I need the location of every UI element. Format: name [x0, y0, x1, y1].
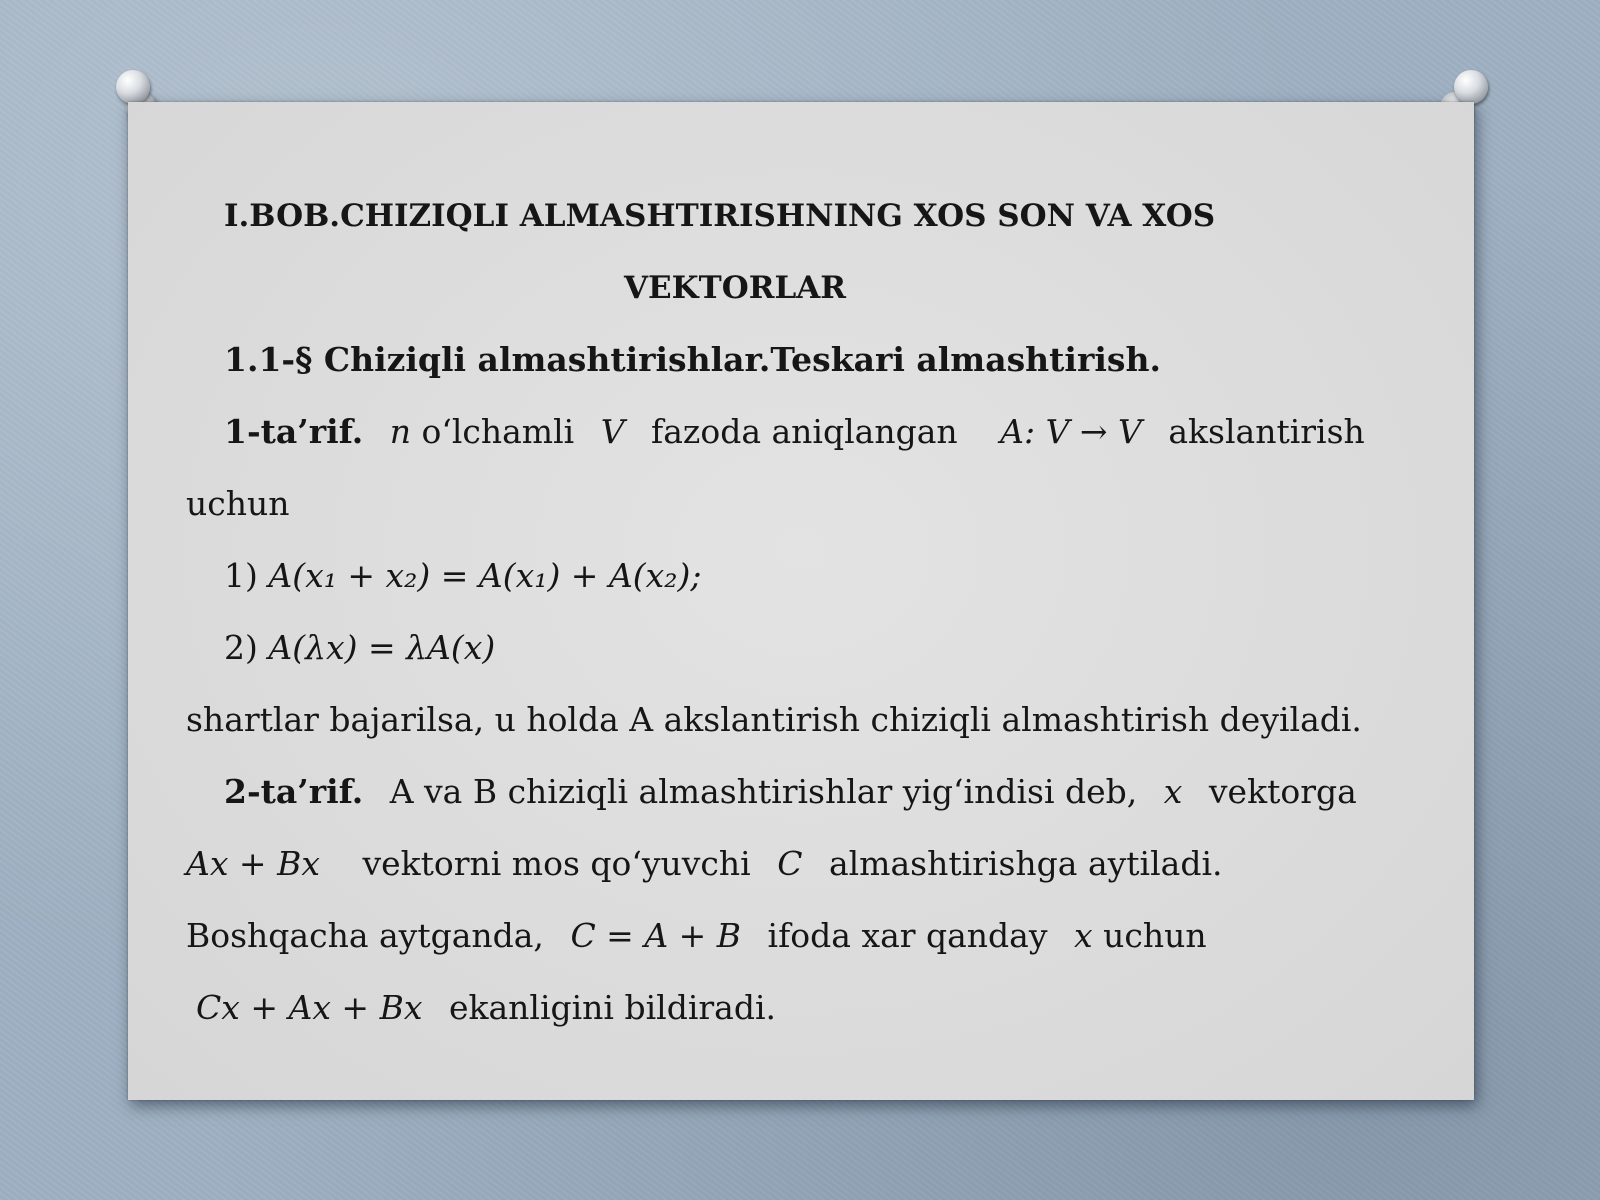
condition-2-number: 2) — [224, 628, 258, 667]
definition-2-text-expression: ifoda xar qanday — [767, 916, 1048, 955]
definition-2-c: C — [777, 844, 803, 883]
definition-2-text-sum: A va B chiziqli almashtirishlar yig‘indisi deb, — [389, 772, 1138, 811]
definition-1-v: V — [600, 412, 625, 451]
definition-2-text-vector: vektorga — [1208, 772, 1357, 811]
definition-2-x2: x — [1074, 916, 1093, 955]
definition-1-text-space: fazoda aniqlangan — [651, 412, 958, 451]
definition-2-label: 2-ta’rif. — [224, 772, 364, 811]
definition-2-text-for: uchun — [1103, 916, 1207, 955]
condition-1-number: 1) — [224, 556, 258, 595]
definition-2-formula-sum: Ax + Bx — [186, 844, 320, 883]
definition-2-formula-cx: Cx + Ax + Bx — [196, 988, 423, 1027]
conclusion-line: shartlar bajarilsa, u holda A akslantirish chiziqli almashtirish deyiladi. — [186, 700, 1362, 739]
definition-2-text-otherwise: Boshqacha aytganda, — [186, 916, 544, 955]
definition-1-mapping: A: V → V — [1000, 412, 1142, 451]
definition-2-line — [186, 756, 1406, 828]
definition-2-formula-c: C = A + B — [570, 916, 742, 955]
definition-2-text-called: almashtirishga aytiladi. — [828, 844, 1223, 883]
definition-2-x: x — [1163, 772, 1183, 811]
definition-2-text-means: ekanligini bildiradi. — [448, 988, 777, 1027]
definition-2-line3 — [186, 900, 1406, 972]
definition-1-label: 1-ta’rif. — [224, 412, 364, 451]
condition-2 — [186, 612, 1406, 684]
definition-1-n: n — [389, 412, 411, 451]
definition-1-text-dimension: o‘lchamli — [421, 412, 575, 451]
definition-2-line2 — [186, 828, 1406, 900]
chapter-title-line1: I.BOB.CHIZIQLI ALMASHTIRISHNING XOS SON VA XOS — [224, 198, 1216, 234]
chapter-title-line2: VEKTORLAR — [624, 270, 847, 306]
condition-1-formula: A(x₁ + x₂) = A(x₁) + A(x₂); — [268, 556, 702, 595]
definition-1-continuation: uchun — [186, 484, 290, 523]
definition-1-line — [186, 396, 1406, 468]
section-heading: 1.1-§ Chiziqli almashtirishlar.Teskari almashtirish. — [224, 340, 1161, 379]
definition-2-line4 — [186, 972, 1406, 1044]
condition-1 — [186, 540, 1406, 612]
slide-content — [186, 180, 1406, 1044]
condition-2-formula: A(λx) = λA(x) — [268, 628, 496, 667]
definition-1-text-mapping: akslantirish — [1168, 412, 1365, 451]
definition-2-text-assign: vektorni mos qo‘yuvchi — [362, 844, 751, 883]
